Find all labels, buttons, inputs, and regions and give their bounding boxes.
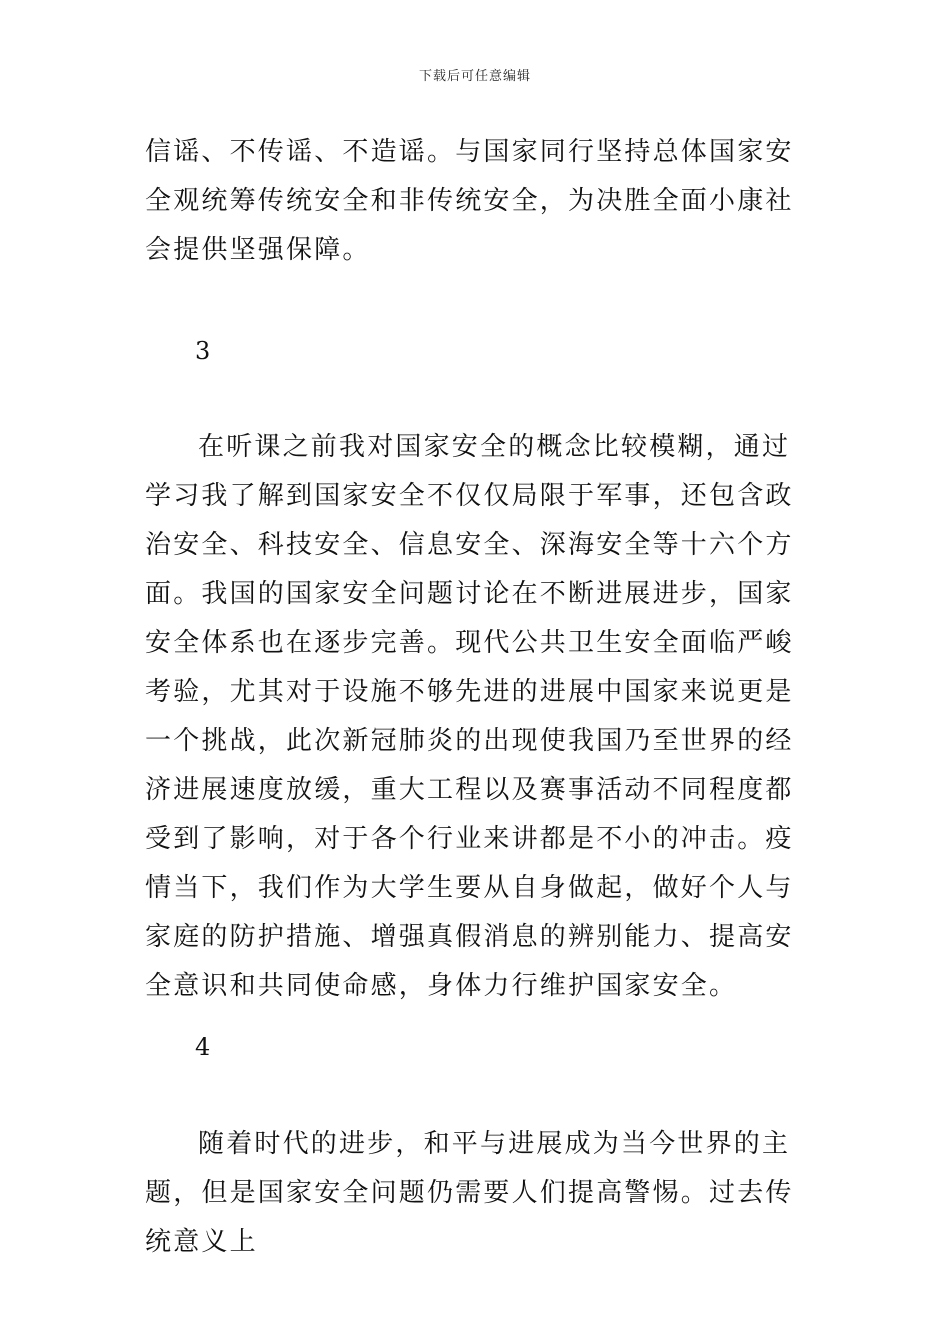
- page-header: 下载后可任意编辑: [418, 69, 531, 84]
- section-number-3: 3: [195, 337, 211, 365]
- section-number-4: 4: [195, 1033, 211, 1061]
- paragraph-section-3: 在听课之前我对国家安全的概念比较模糊，通过学习我了解到国家安全不仅仅局限于军事，还包含政治安全、科技安全、信息安全、深海安全等十六个方面。我国的国家安全问题讨论在不断进展进步，国家安全体系也在逐步完善。现代公共卫生安全面临严峻考验，尤其对于设施不够先进的进展中国家来说更是一个挑战，此次新冠肺炎的出现使我国乃至世界的经济进展速度放缓，重大工程以及赛事活动不同程度都受到了影响，对于各个行业来讲都是不小的冲击。疫情当下，我们作为大学生要从自身做起，做好个人与家庭的防护措施、增强真假消息的辨别能力、提高安全意识和共同使命感，身体力行维护国家安全。: [145, 432, 794, 1001]
- paragraph-section-4: 随着时代的进步，和平与进展成为当今世界的主题，但是国家安全问题仍需要人们提高警惕。过去传统意义上: [145, 1129, 794, 1257]
- paragraph-continuation: 信谣、不传谣、不造谣。与国家同行坚持总体国家安全观统筹传统安全和非传统安全，为决胜全面小康社会提供坚强保障。: [145, 137, 794, 265]
